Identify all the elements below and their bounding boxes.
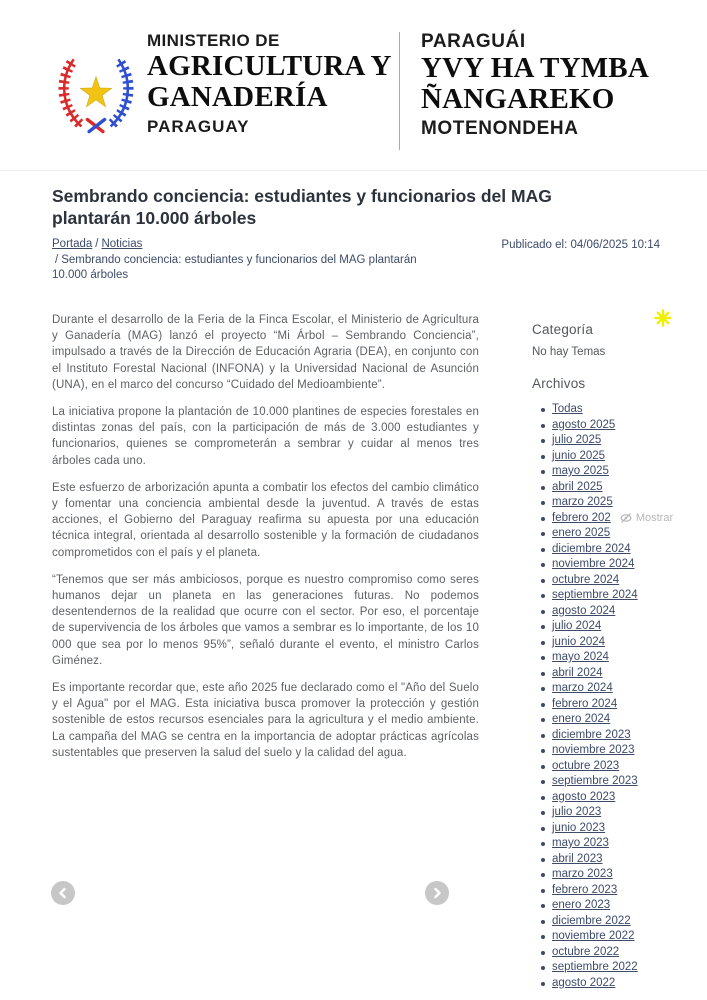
archive-month-link[interactable]: agosto 2025	[552, 418, 616, 431]
archive-list-item	[552, 619, 702, 635]
archive-list-item	[552, 867, 702, 883]
next-article-button[interactable]	[425, 881, 449, 905]
archive-month-link[interactable]: marzo 2025	[552, 496, 613, 508]
archive-list-item	[552, 914, 702, 930]
archive-month-link[interactable]: mayo 2024	[552, 651, 609, 663]
archive-month-link[interactable]: enero 2024	[552, 713, 611, 725]
archive-month-link[interactable]: abril 2023	[552, 852, 603, 865]
archive-list-item	[552, 697, 702, 713]
archive-list-item	[552, 883, 702, 899]
archive-month-link[interactable]: agosto 2022	[552, 976, 616, 989]
archive-list-item	[552, 588, 702, 604]
article-paragraph: La iniciativa propone la plantación de 10.000 plantines de especies forestales en distintas zonas del país, con la participación de más de 3.000 estudiantes y funcionarios, quienes se comprometerán a sembrar y cuidar al menos tres árboles cada uno.	[52, 406, 479, 467]
wreath-star-icon	[53, 46, 139, 138]
ministry-line-1: MINISTERIO DE	[147, 31, 280, 50]
archive-month-link[interactable]: febrero 2024	[552, 697, 618, 710]
archive-month-link[interactable]: septiembre 2024	[552, 589, 638, 601]
chevron-right-icon	[431, 887, 443, 899]
archive-list-item	[552, 759, 702, 775]
archive-list-item	[552, 433, 702, 449]
archive-month-link[interactable]: julio 2025	[552, 434, 602, 446]
archive-month-link[interactable]: septiembre 2023	[552, 775, 638, 787]
archive-month-link[interactable]: marzo 2023	[552, 868, 613, 880]
archive-month-link[interactable]: junio 2025	[552, 449, 606, 462]
header-vertical-divider	[399, 32, 400, 150]
ministry-wordmark	[147, 31, 392, 137]
archive-list-item	[552, 464, 702, 480]
archive-month-link[interactable]: abril 2024	[552, 666, 603, 679]
archive-month-link[interactable]: diciembre 2023	[552, 728, 631, 741]
archive-month-link[interactable]: abril 2025	[552, 480, 603, 493]
guarani-line-1: PARAGUÁI	[421, 31, 526, 52]
archive-month-link[interactable]: enero 2025	[552, 527, 611, 539]
archive-month-link[interactable]: octubre 2022	[552, 945, 620, 958]
guarani-line-4: MOTENONDEHA	[421, 118, 579, 139]
archive-list-item	[552, 790, 702, 806]
breadcrumb	[52, 237, 454, 284]
ministry-line-3: GANADERÍA	[147, 81, 328, 113]
archive-month-link[interactable]: agosto 2023	[552, 790, 616, 803]
archive-list-item	[552, 929, 702, 945]
archive-month-link[interactable]: octubre 2024	[552, 573, 620, 586]
archive-list-item	[552, 945, 702, 961]
archive-list-item	[552, 774, 702, 790]
archive-list-item	[552, 480, 702, 496]
archive-list-item	[552, 542, 702, 558]
archive-month-link[interactable]: marzo 2024	[552, 682, 613, 694]
archive-month-link[interactable]: febrero 2023	[552, 883, 618, 896]
ministry-line-2: AGRICULTURA Y	[147, 50, 392, 82]
archive-month-link[interactable]: diciembre 2024	[552, 542, 631, 555]
archive-month-link[interactable]: diciembre 2022	[552, 914, 631, 927]
breadcrumb-home-link[interactable]: Portada	[52, 238, 93, 250]
mostrar-label: Mostrar	[635, 511, 674, 524]
archives-heading: Archivos	[532, 376, 586, 391]
archive-list-item	[552, 681, 702, 697]
article-paragraph: Es importante recordar que, este año 2025 fue declarado como el "Año del Suelo y el Agua" por el MAG. Esta iniciativa busca promover la protección y gestión sostenible de estos recursos esenciales para la agricultura y el medio ambiente. La campaña del MAG se centra en la importancia de adoptar prácticas agrícolas sustentables que preserven la salud del suelo y la calidad del agua.	[52, 682, 479, 759]
archive-list-item	[552, 976, 702, 992]
archive-month-link[interactable]: octubre 2023	[552, 759, 620, 772]
article-body	[52, 312, 479, 772]
archive-month-link[interactable]: junio 2024	[552, 635, 606, 648]
archive-list-item	[552, 898, 702, 914]
archives-list	[532, 402, 702, 991]
archive-month-link[interactable]: agosto 2024	[552, 604, 616, 617]
archive-list-item	[552, 573, 702, 589]
archive-month-link[interactable]: noviembre 2022	[552, 930, 635, 942]
archive-month-link[interactable]: septiembre 2022	[552, 961, 638, 973]
archive-month-link[interactable]: junio 2023	[552, 821, 606, 834]
archive-month-link[interactable]: mayo 2023	[552, 837, 609, 849]
archive-month-link[interactable]: febrero 202	[552, 511, 611, 524]
archive-list-item	[552, 418, 702, 434]
archive-month-link[interactable]: mayo 2025	[552, 465, 609, 477]
archive-list-item	[552, 805, 702, 821]
archive-list-item	[552, 495, 702, 511]
mostrar-tooltip[interactable]	[620, 511, 673, 527]
ministry-line-4: PARAGUAY	[147, 117, 250, 136]
guarani-line-2: YVY HA TYMBA	[421, 52, 649, 84]
published-date: Publicado el: 04/06/2025 10:14	[501, 239, 660, 251]
category-empty-text: No hay Temas	[532, 346, 606, 358]
archive-list-item	[552, 666, 702, 682]
eye-slash-icon	[620, 512, 632, 524]
archive-list-item	[552, 604, 702, 620]
archive-month-link[interactable]: Todas	[552, 403, 583, 415]
article-paragraph: “Tenemos que ser más ambiciosos, porque es nuestro compromiso como seres humanos dejar un planeta en las generaciones futuras. No podemos desentendernos de la realidad que ocurre con el sector. Por eso, el porcentaje de supervivencia de los árboles que vamos a sembrar es lo importante, de los 10 000 que sea por lo menos 95%”, señaló durante el evento, el ministro Carlos Giménez.	[52, 573, 479, 667]
archive-list-item	[552, 526, 702, 542]
category-heading: Categoría	[532, 322, 594, 337]
archive-list-item	[552, 728, 702, 744]
article-paragraph: Este esfuerzo de arborización apunta a combatir los efectos del cambio climático y fomentar una conciencia ambiental desde la juventud. A través de estas acciones, el Gobierno del Paraguay reafirma su apuesta por una educación técnica integral, orientada al desarrollo sostenible y la formación de ciudadanos comprometidos con el país y el planeta.	[52, 481, 479, 559]
previous-article-button[interactable]	[51, 881, 75, 905]
archive-month-link[interactable]: julio 2024	[552, 620, 602, 632]
archive-month-link[interactable]: enero 2023	[552, 899, 611, 911]
archive-month-link[interactable]: julio 2023	[552, 806, 602, 818]
archive-list-item	[552, 402, 702, 418]
archive-list-item	[552, 650, 702, 666]
sidebar	[532, 322, 702, 991]
archive-list-item	[552, 712, 702, 728]
archive-list-item	[552, 960, 702, 976]
paraguay-wreath-emblem	[53, 46, 139, 138]
archive-month-link[interactable]: noviembre 2024	[552, 558, 635, 570]
archive-list-item	[552, 635, 702, 651]
archive-list-item	[552, 852, 702, 868]
archive-month-link[interactable]: noviembre 2023	[552, 744, 635, 756]
guarani-line-3: ÑANGAREKO	[421, 83, 615, 115]
breadcrumb-current: Sembrando conciencia: estudiantes y funcionarios del MAG plantarán 10.000 árboles	[52, 253, 417, 281]
archive-list-item	[552, 511, 702, 527]
archive-list-item	[552, 836, 702, 852]
header-bottom-rule	[0, 170, 707, 171]
chevron-left-icon	[57, 887, 69, 899]
breadcrumb-section-link[interactable]: Noticias	[101, 238, 143, 250]
breadcrumb-separator: /	[95, 238, 99, 250]
archive-list-item	[552, 557, 702, 573]
archive-list-item	[552, 743, 702, 759]
archive-list-item	[552, 821, 702, 837]
guarani-wordmark	[421, 31, 649, 140]
site-header	[0, 0, 707, 170]
archive-list-item	[552, 449, 702, 465]
article-paragraph: Durante el desarrollo de la Feria de la Finca Escolar, el Ministerio de Agricultura y Ganadería (MAG) lanzó el proyecto “Mi Árbol – Sembrando Conciencia”, impulsado a través de la Dirección de Educación Agraria (DEA), en conjunto con el Instituto Forestal Nacional (INFONA) y la Universidad Nacional de Asunción (UNA), en el marco del concurso “Cuidado del Medioambiente”.	[52, 314, 479, 391]
breadcrumb-separator: /	[55, 253, 59, 266]
page-title: Sembrando conciencia: estudiantes y funcionarios del MAG plantarán 10.000 árboles	[52, 186, 552, 228]
